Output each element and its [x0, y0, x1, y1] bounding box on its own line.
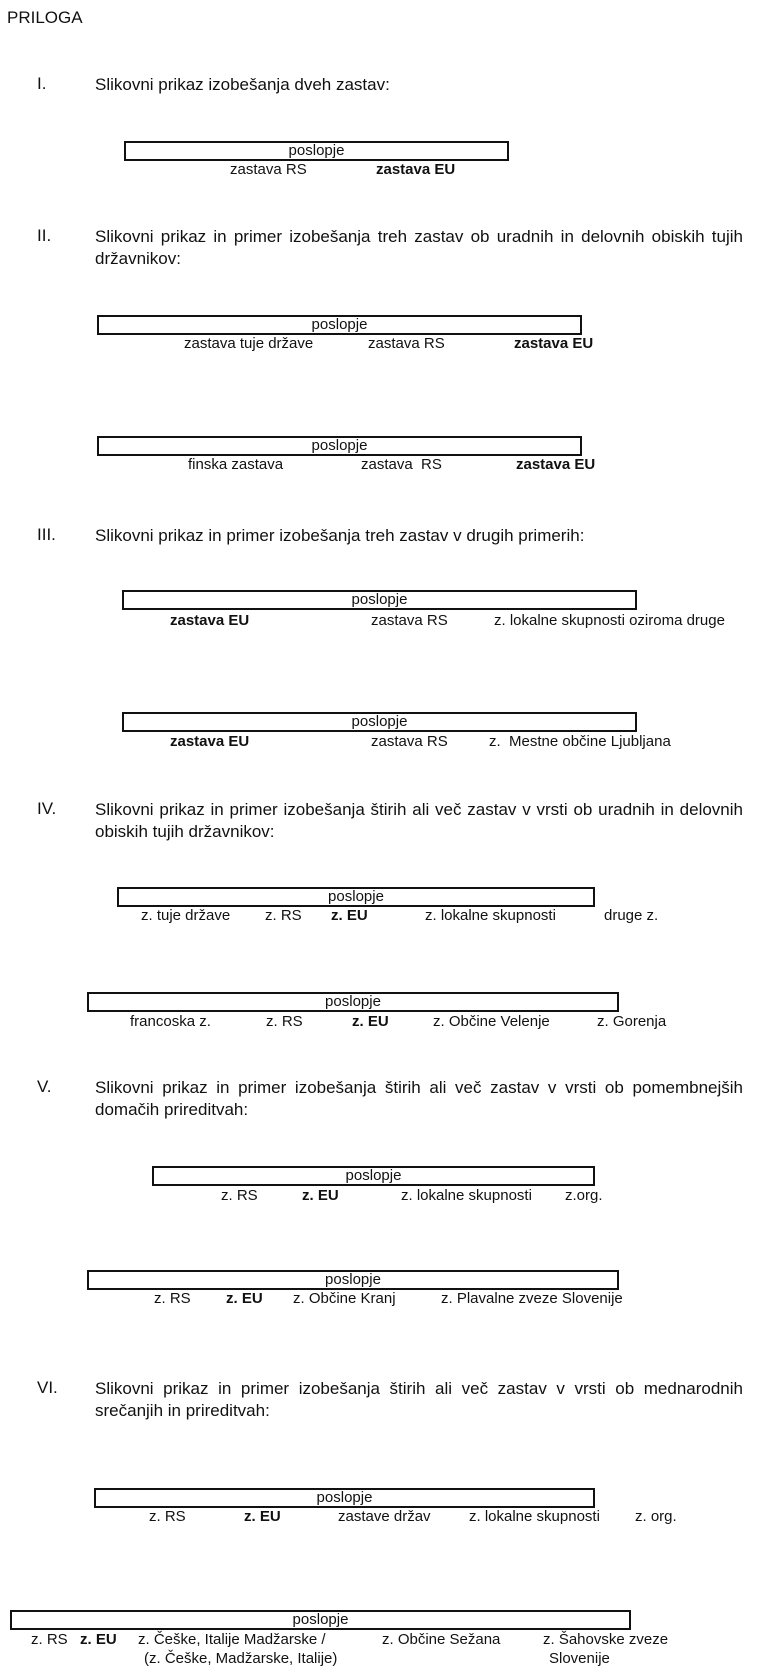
section-heading: Slikovni prikaz in primer izobešanja štirih ali več zastav v vrsti ob uradnih in delovnih obiskih tujih državnikov:: [95, 800, 743, 841]
flag-label: z. Občine Velenje: [433, 1013, 550, 1030]
flag-label-eu: z. EU: [226, 1290, 263, 1307]
building-label: poslopje: [351, 591, 408, 608]
flag-label: zastava RS: [371, 612, 448, 629]
section-number: IV.: [37, 799, 57, 818]
building-box: [152, 1166, 595, 1186]
flag-label: z. RS: [149, 1508, 186, 1525]
building-label: poslopje: [288, 142, 345, 159]
flag-label: z. lokalne skupnosti: [425, 907, 556, 924]
flag-label: zastava RS: [371, 733, 448, 750]
building-label: poslopje: [316, 1489, 373, 1506]
building-box: [87, 1270, 619, 1290]
flag-label-eu: zastava EU: [516, 456, 596, 473]
building-box: [117, 887, 595, 907]
building-label: poslopje: [311, 437, 368, 454]
section-number: III.: [37, 525, 56, 544]
flag-label: Slovenije: [549, 1650, 610, 1667]
flag-label: z. Občine Sežana: [382, 1631, 501, 1648]
section-number: V.: [37, 1077, 52, 1096]
flag-label: francoska z.: [130, 1013, 211, 1030]
section-number: VI.: [37, 1378, 58, 1397]
section-heading: Slikovni prikaz in primer izobešanja treh zastav v drugih primerih:: [95, 526, 585, 545]
flag-label: z. RS: [265, 907, 302, 924]
page-title: PRILOGA: [7, 8, 83, 27]
flag-label: z. lokalne skupnosti: [401, 1187, 532, 1204]
building-label: poslopje: [328, 888, 384, 905]
section-number: II.: [37, 226, 52, 245]
flag-label: z.org.: [565, 1187, 603, 1204]
flag-label-eu: zastava EU: [514, 335, 594, 352]
flag-label-eu: z. EU: [331, 907, 368, 924]
flag-label-eu: z. EU: [352, 1013, 389, 1030]
section-heading: Slikovni prikaz in primer izobešanja treh zastav ob uradnih in delovnih obiskih tujih državnikov:: [95, 227, 743, 268]
flag-label: z. RS: [221, 1187, 258, 1204]
flag-label: zastava RS: [361, 456, 442, 473]
flag-label: zastava RS: [230, 161, 307, 178]
flag-label-eu: zastava EU: [170, 612, 250, 629]
building-box: [124, 141, 509, 161]
section-heading: Slikovni prikaz in primer izobešanja štirih ali več zastav v vrsti ob mednarodnih srečanjih in prireditvah:: [95, 1379, 743, 1420]
flag-label: z. Gorenja: [597, 1013, 667, 1030]
building-box: [94, 1488, 595, 1508]
building-box: [122, 712, 637, 732]
building-label: poslopje: [325, 1271, 381, 1288]
flag-label: finska zastava: [188, 456, 284, 473]
flag-label: zastave držav: [338, 1508, 431, 1525]
flag-label: z. RS: [31, 1631, 68, 1648]
flag-label: z. lokalne skupnosti: [469, 1508, 600, 1525]
flag-label: z. org.: [635, 1508, 677, 1525]
building-label: poslopje: [325, 993, 381, 1010]
flag-label: z. Šahovske zveze: [543, 1631, 669, 1648]
flag-label: z. Mestne občine Ljubljana: [489, 733, 671, 750]
section-number: I.: [37, 74, 47, 93]
building-label: poslopje: [351, 713, 408, 730]
building-box: [87, 992, 619, 1012]
flag-label: zastava RS: [368, 335, 445, 352]
flag-label: zastava tuje države: [184, 335, 314, 352]
flag-label-eu: zastava EU: [170, 733, 250, 750]
flag-label: z. Češke, Italije Madžarske /: [138, 1631, 326, 1648]
building-box: [97, 315, 582, 335]
section-heading: Slikovni prikaz izobešanja dveh zastav:: [95, 75, 390, 94]
building-box: [122, 590, 637, 610]
flag-label: druge z.: [604, 907, 659, 924]
flag-label: z. Plavalne zveze Slovenije: [441, 1290, 623, 1307]
flag-label: z. RS: [154, 1290, 191, 1307]
building-label: poslopje: [292, 1611, 349, 1628]
flag-label: (z. Češke, Madžarske, Italije): [144, 1650, 338, 1667]
building-label: poslopje: [311, 316, 368, 333]
section-heading: Slikovni prikaz in primer izobešanja štirih ali več zastav v vrsti ob pomembnejših domačih prireditvah:: [95, 1078, 743, 1119]
flag-label-eu: z. EU: [244, 1508, 281, 1525]
flag-label: z. RS: [266, 1013, 303, 1030]
flag-label: z. tuje države: [141, 907, 231, 924]
flag-label: z. lokalne skupnosti oziroma druge: [494, 612, 725, 629]
building-box: [97, 436, 582, 456]
flag-label: z. Občine Kranj: [293, 1290, 396, 1307]
flag-label-eu: z. EU: [80, 1631, 117, 1648]
building-box: [10, 1610, 631, 1630]
flag-label-eu: zastava EU: [376, 161, 456, 178]
building-label: poslopje: [345, 1167, 402, 1184]
flag-label-eu: z. EU: [302, 1187, 339, 1204]
